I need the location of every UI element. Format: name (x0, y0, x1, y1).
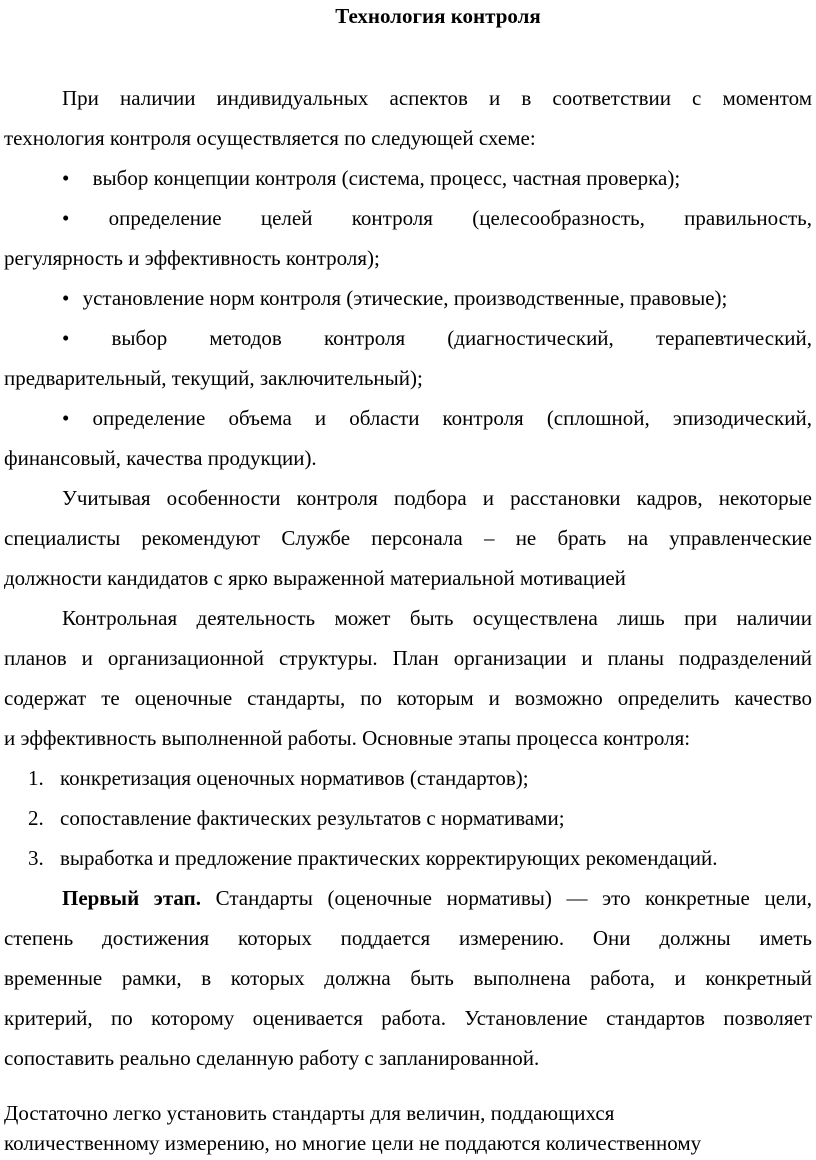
bullet-item (4, 278, 812, 318)
paragraph-quantitative (4, 1098, 812, 1158)
bullet-marker: • (62, 406, 70, 430)
bullet-item (4, 398, 812, 478)
numbered-step (28, 838, 717, 878)
step-text: конкретизация оценочных нормативов (стандартов); (60, 766, 529, 790)
paragraph-first-stage (4, 878, 812, 1078)
paragraph-line: сопоставить реально сделанную работу с запланированной. (4, 1046, 540, 1070)
step-number: 1. (28, 766, 44, 790)
bullet-text-cont: регулярность и эффективность контроля); (4, 246, 380, 270)
document-title: Технология контроля (335, 4, 541, 28)
paragraph-line: Контрольная деятельность может быть осуществлена лишь при наличии (62, 606, 812, 630)
paragraph-line: специалисты рекомендуют Службе персонала – не брать на управленческие (4, 526, 812, 550)
bullet-text-cont: финансовый, качества продукции). (4, 446, 317, 470)
paragraph-line: должности кандидатов с ярко выраженной материальной мотивацией (4, 566, 626, 590)
bullet-text: выбор концепции контроля (система, процесс, частная проверка); (92, 166, 681, 190)
intro-line-1: При наличии индивидуальных аспектов и в соответствии с моментом (62, 86, 812, 110)
paragraph-line: Достаточно легко установить стандарты для величин, поддающихся (4, 1101, 615, 1125)
paragraph-line: временные рамки, в которых должна быть выполнена работа, и конкретный (4, 966, 812, 990)
paragraph-text: Стандарты (оценочные нормативы) — это конкретные цели, (215, 886, 813, 910)
paragraph-line: Учитывая особенности контроля подбора и расстановки кадров, некоторые (62, 486, 812, 510)
bullet-text: определение объема и области контроля (сплошной, эпизодический, (92, 406, 812, 430)
numbered-step (28, 798, 565, 838)
bullet-marker: • (62, 286, 70, 310)
paragraph-line: степень достижения которых поддается измерению. Они должны иметь (4, 926, 812, 950)
bullet-marker: • (62, 326, 70, 350)
numbered-step (28, 758, 529, 798)
bullet-text: выбор методов контроля (диагностический, терапевтический, (111, 326, 813, 350)
bullet-item (4, 318, 812, 398)
step-number: 3. (28, 846, 44, 870)
paragraph-line: планов и организационной структуры. План организации и планы подразделений (4, 646, 812, 670)
paragraph-recommendation (4, 478, 812, 598)
paragraph-line: критерий, по которому оценивается работа. Установление стандартов позволяет (4, 1006, 812, 1030)
bullet-text: определение целей контроля (целесообразность, правильность, (108, 206, 813, 230)
intro-paragraph (4, 78, 812, 158)
bullet-item (4, 198, 812, 278)
bullet-item (4, 158, 812, 198)
paragraph-control-activity (4, 598, 812, 758)
step-number: 2. (28, 806, 44, 830)
step-text: выработка и предложение практических корректирующих рекомендаций. (60, 846, 718, 870)
bullet-marker: • (62, 166, 70, 190)
bullet-marker: • (62, 206, 70, 230)
paragraph-line: и эффективность выполненной работы. Основные этапы процесса контроля: (4, 726, 691, 750)
intro-line-2: технология контроля осуществляется по следующей схеме: (4, 126, 536, 150)
bullet-text-cont: предварительный, текущий, заключительный); (4, 366, 423, 390)
step-text: сопоставление фактических результатов с нормативами; (60, 806, 565, 830)
bullet-text: установление норм контроля (этические, производственные, правовые); (82, 286, 728, 310)
paragraph-line: количественному измерению, но многие цели не поддаются количественному (4, 1131, 702, 1155)
paragraph-line: содержат те оценочные стандарты, по которым и возможно определить качество (4, 686, 812, 710)
stage-lead: Первый этап. (62, 886, 202, 910)
